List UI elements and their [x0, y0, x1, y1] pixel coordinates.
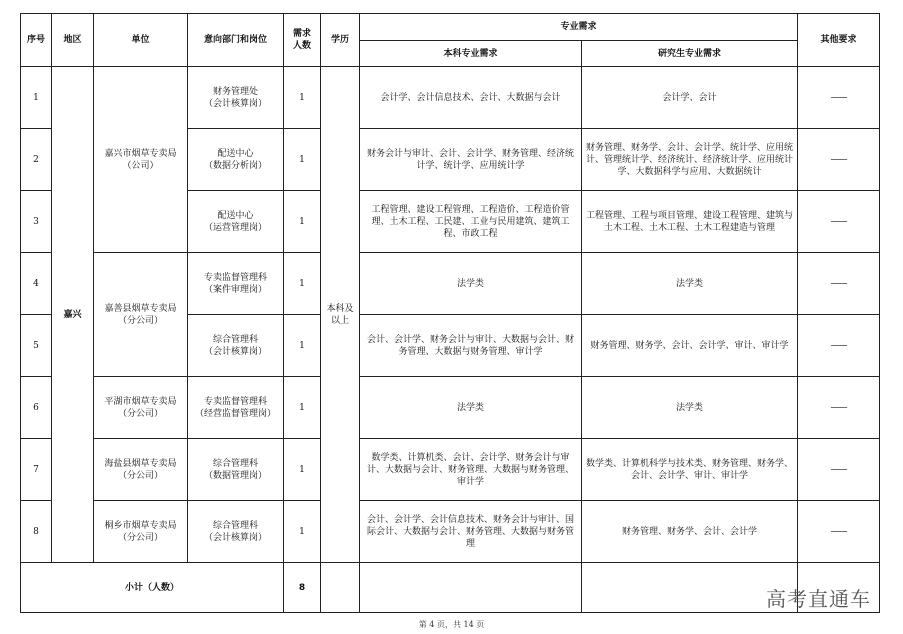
count-cell: 1	[284, 501, 321, 563]
col-demand-header: 需求 人数	[284, 14, 321, 67]
col-region-header: 地区	[52, 14, 94, 67]
bachelor-cell: 法学类	[360, 377, 582, 439]
dept-cell: 专卖监督管理科 （经营监督管理岗）	[188, 377, 284, 439]
other-cell: ——	[798, 377, 880, 439]
table-row	[21, 67, 880, 129]
graduate-cell: 法学类	[582, 253, 798, 315]
col-dept-header: 意向部门和岗位	[188, 14, 284, 67]
seq-cell: 2	[21, 129, 52, 191]
seq-cell: 1	[21, 67, 52, 129]
bachelor-cell: 会计、会计学、财务会计与审计、大数据与会计、财务管理、大数据与财务管理、审计学	[360, 315, 582, 377]
count-cell: 1	[284, 439, 321, 501]
table-row	[21, 253, 880, 315]
col-bachelor-header: 本科专业需求	[360, 41, 582, 67]
col-edu-header: 学历	[321, 14, 360, 67]
count-cell: 1	[284, 377, 321, 439]
seq-cell: 8	[21, 501, 52, 563]
dept-cell: 综合管理科 （会计核算岗）	[188, 315, 284, 377]
subtotal-row	[21, 563, 880, 613]
bachelor-cell: 会计学、会计信息技术、会计、大数据与会计	[360, 67, 582, 129]
unit-cell: 平湖市烟草专卖局 （分公司）	[94, 377, 188, 439]
seq-cell: 7	[21, 439, 52, 501]
bachelor-cell: 法学类	[360, 253, 582, 315]
unit-cell: 嘉善县烟草专卖局 （分公司）	[94, 253, 188, 377]
count-cell: 1	[284, 129, 321, 191]
dept-cell: 配送中心 （运营管理岗）	[188, 191, 284, 253]
other-cell: ——	[798, 67, 880, 129]
unit-cell: 海盐县烟草专卖局 （分公司）	[94, 439, 188, 501]
unit-cell: 桐乡市烟草专卖局 （分公司）	[94, 501, 188, 563]
graduate-cell: 财务管理、财务学、会计、会计学	[582, 501, 798, 563]
other-cell: ——	[798, 129, 880, 191]
graduate-cell: 工程管理、工程与项目管理、建设工程管理、建筑与土木工程、土木工程、土木工程建造与管理	[582, 191, 798, 253]
other-cell: ——	[798, 253, 880, 315]
unit-cell: 嘉兴市烟草专卖局 （公司）	[94, 67, 188, 253]
other-cell: ——	[798, 315, 880, 377]
col-seq-header: 序号	[21, 14, 52, 67]
table-row	[21, 377, 880, 439]
graduate-cell: 法学类	[582, 377, 798, 439]
subtotal-count: 8	[284, 563, 321, 613]
bachelor-cell: 财务会计与审计、会计、会计学、财务管理、经济统计学、统计学、应用统计学	[360, 129, 582, 191]
seq-cell: 6	[21, 377, 52, 439]
seq-cell: 5	[21, 315, 52, 377]
table-row	[21, 439, 880, 501]
count-cell: 1	[284, 315, 321, 377]
seq-cell: 4	[21, 253, 52, 315]
bachelor-cell: 数学类、计算机类、会计、会计学、财务会计与审计、大数据与会计、财务管理、大数据与财务管理、审计学	[360, 439, 582, 501]
count-cell: 1	[284, 191, 321, 253]
recruitment-table	[20, 13, 880, 613]
page-footer: 第 4 页，共 14 页	[418, 620, 485, 629]
graduate-cell: 会计学、会计	[582, 67, 798, 129]
dept-cell: 综合管理科 （数据管理岗）	[188, 439, 284, 501]
bachelor-cell: 会计、会计学、会计信息技术、财务会计与审计、国际会计、大数据与会计、财务管理、大数据与财务管理	[360, 501, 582, 563]
col-other-header: 其他要求	[798, 14, 880, 67]
dept-cell: 专卖监督管理科 （案件审理岗）	[188, 253, 284, 315]
other-cell: ——	[798, 191, 880, 253]
count-cell: 1	[284, 67, 321, 129]
bachelor-cell: 工程管理、建设工程管理、工程造价、工程造价管理、土木工程、工民建、工业与民用建筑、建筑工程、市政工程	[360, 191, 582, 253]
col-graduate-header: 研究生专业需求	[582, 41, 798, 67]
dept-cell: 财务管理处 （会计核算岗）	[188, 67, 284, 129]
subtotal-label: 小计（人数）	[21, 563, 284, 613]
education-cell: 本科及 以上	[321, 67, 360, 563]
seq-cell: 3	[21, 191, 52, 253]
subtotal-empty-cell	[360, 563, 582, 613]
col-major-header: 专业需求	[360, 14, 798, 41]
table-row	[21, 501, 880, 563]
watermark-text: 高考直通车	[766, 587, 871, 611]
col-unit-header: 单位	[94, 14, 188, 67]
other-cell: ——	[798, 439, 880, 501]
graduate-cell: 财务管理、财务学、会计、会计学、统计学、应用统计、管理统计学、经济统计、经济统计学、应用统计学、大数据科学与应用、大数据统计	[582, 129, 798, 191]
dept-cell: 综合管理科 （会计核算岗）	[188, 501, 284, 563]
subtotal-empty-cell	[321, 563, 360, 613]
region-cell: 嘉兴	[52, 67, 94, 563]
graduate-cell: 财务管理、财务学、会计、会计学、审计、审计学	[582, 315, 798, 377]
dept-cell: 配送中心 （数据分析岗）	[188, 129, 284, 191]
other-cell: ——	[798, 501, 880, 563]
graduate-cell: 数学类、计算机科学与技术类、财务管理、财务学、会计、会计学、审计、审计学	[582, 439, 798, 501]
header-row	[21, 14, 880, 41]
count-cell: 1	[284, 253, 321, 315]
